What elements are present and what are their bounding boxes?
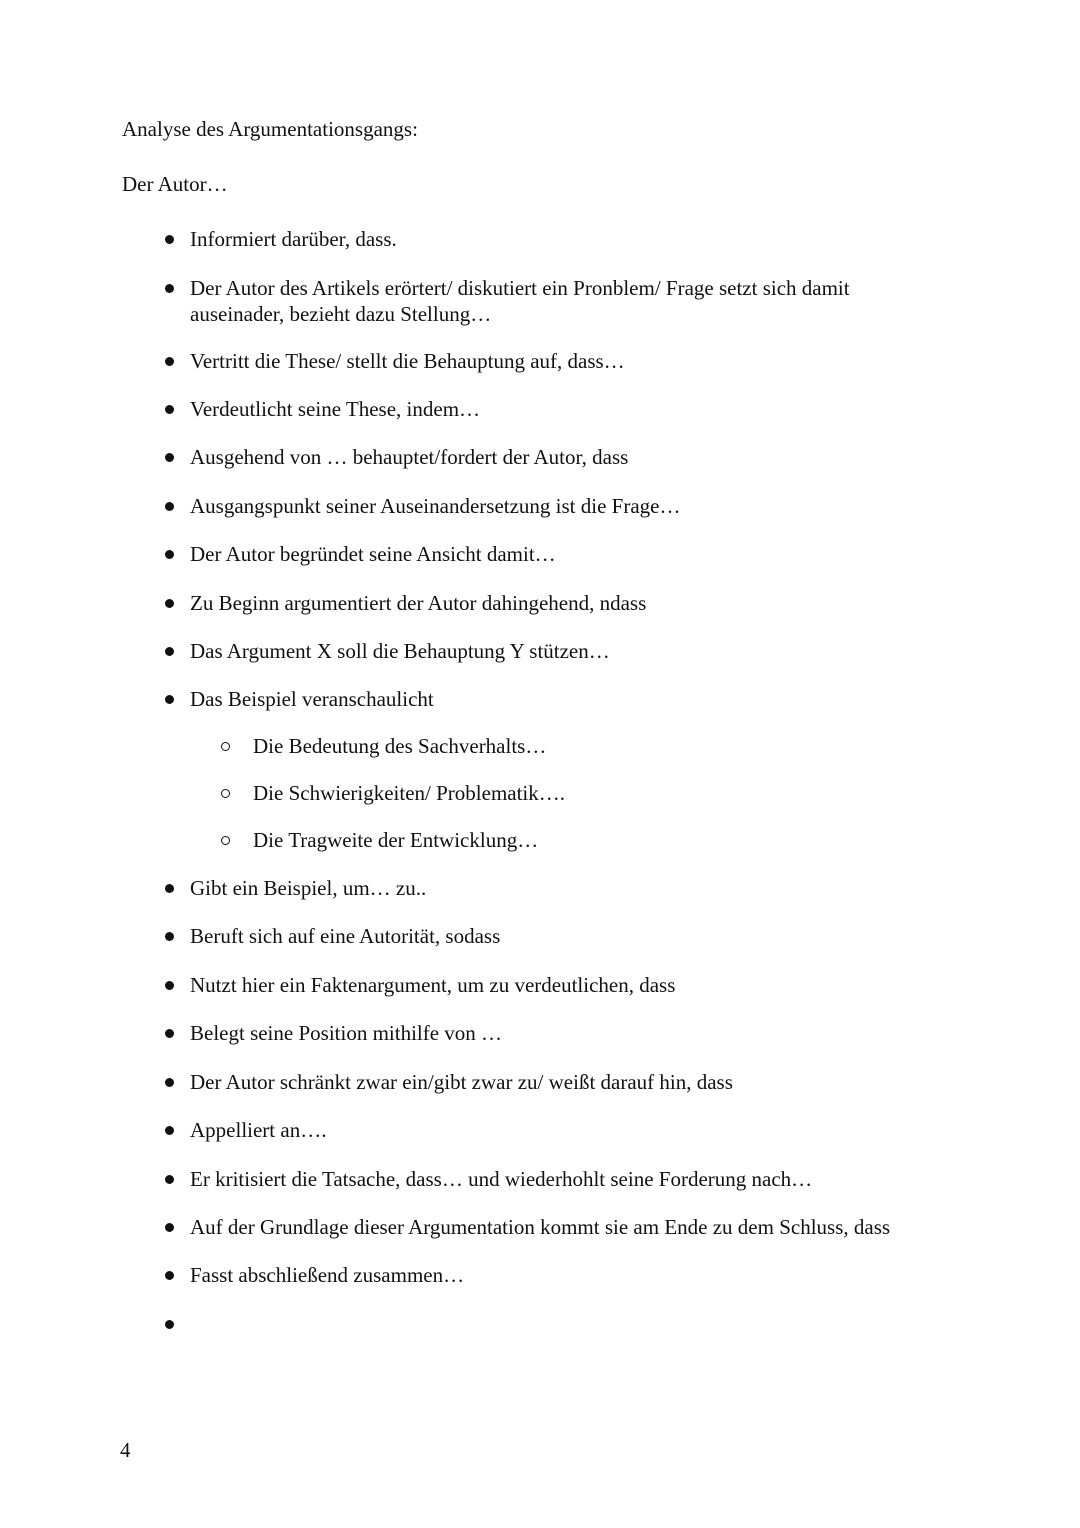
- bullet-icon: [165, 405, 174, 414]
- list-item-text: Nutzt hier ein Faktenargument, um zu verdeutlichen, dass: [190, 973, 676, 997]
- bullet-icon: [165, 647, 174, 656]
- hollow-bullet-icon: [221, 789, 230, 798]
- bullet-icon: [165, 1320, 174, 1329]
- bullet-icon: [165, 884, 174, 893]
- list-item-text: Ausgehend von … behauptet/fordert der Autor, dass: [190, 445, 629, 469]
- list-item-text: Das Beispiel veranschaulicht: [190, 687, 434, 711]
- list-item-text: Der Autor des Artikels erörtert/ diskutiert ein Pronblem/ Frage setzt sich damit auseinader, bezieht dazu Stellung…: [190, 276, 850, 326]
- list-item-text: Der Autor schränkt zwar ein/gibt zwar zu/ weißt darauf hin, dass: [190, 1070, 733, 1094]
- bullet-icon: [165, 357, 174, 366]
- bullet-icon: [165, 599, 174, 608]
- hollow-bullet-icon: [221, 836, 230, 845]
- list-item-text: Fasst abschließend zusammen…: [190, 1263, 465, 1287]
- list-item-text: Gibt ein Beispiel, um… zu..: [190, 876, 427, 900]
- list-item-text: Belegt seine Position mithilfe von …: [190, 1021, 503, 1045]
- bullet-icon: [165, 453, 174, 462]
- bullet-icon: [165, 1271, 174, 1280]
- intro-line: Der Autor…: [122, 172, 228, 196]
- list-item-text: Vertritt die These/ stellt die Behauptung auf, dass…: [190, 349, 625, 373]
- bullet-icon: [165, 932, 174, 941]
- bullet-icon: [165, 1175, 174, 1184]
- list-item-text: Auf der Grundlage dieser Argumentation kommt sie am Ende zu dem Schluss, dass: [190, 1215, 891, 1239]
- list-item-text: Beruft sich auf eine Autorität, sodass: [190, 924, 501, 948]
- list-item-text: Der Autor begründet seine Ansicht damit…: [190, 542, 556, 566]
- list-item-text: Verdeutlicht seine These, indem…: [190, 397, 481, 421]
- bullet-icon: [165, 235, 174, 244]
- bullet-icon: [165, 695, 174, 704]
- list-item-text: Ausgangspunkt seiner Auseinandersetzung ist die Frage…: [190, 494, 681, 518]
- bullet-icon: [165, 1223, 174, 1232]
- bullet-icon: [165, 1029, 174, 1038]
- list-item-text: Appelliert an….: [190, 1118, 327, 1142]
- bullet-icon: [165, 502, 174, 511]
- bullet-icon: [165, 284, 174, 293]
- bullet-icon: [165, 1126, 174, 1135]
- list-item-text: Er kritisiert die Tatsache, dass… und wiederhohlt seine Forderung nach…: [190, 1167, 813, 1191]
- sub-list-item-text: Die Tragweite der Entwicklung…: [253, 828, 539, 852]
- list-item-text: Zu Beginn argumentiert der Autor dahingehend, ndass: [190, 591, 647, 615]
- page-number: 4: [120, 1438, 131, 1462]
- bullet-icon: [165, 981, 174, 990]
- section-heading: Analyse des Argumentationsgangs:: [122, 117, 418, 141]
- bullet-icon: [165, 550, 174, 559]
- hollow-bullet-icon: [221, 742, 230, 751]
- sub-list-item-text: Die Schwierigkeiten/ Problematik….: [253, 781, 566, 805]
- list-item-text: Informiert darüber, dass.: [190, 227, 397, 251]
- sub-list-item-text: Die Bedeutung des Sachverhalts…: [253, 734, 547, 758]
- bullet-icon: [165, 1078, 174, 1087]
- list-item-text: Das Argument X soll die Behauptung Y stützen…: [190, 639, 610, 663]
